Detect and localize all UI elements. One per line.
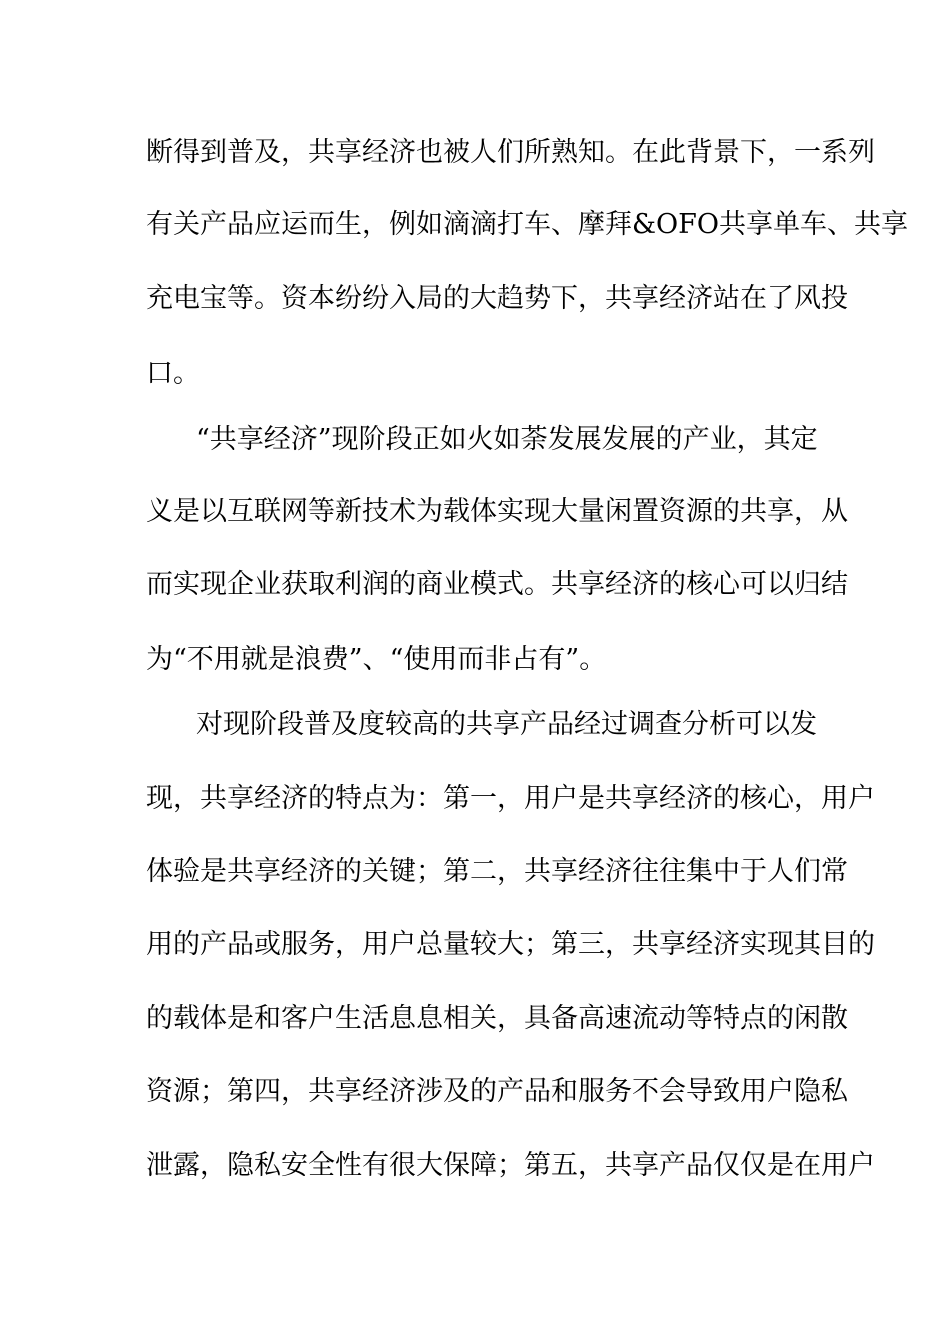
paragraph-1-line-1: 断得到普及，共享经济也被人们所熟知。在此背景下，一系列 bbox=[146, 137, 875, 168]
paragraph-2-line-4: 为“不用就是浪费”、“使用而非占有”。 bbox=[146, 644, 607, 675]
paragraph-1-line-3: 充电宝等。资本纷纷入局的大趋势下，共享经济站在了风投 bbox=[146, 283, 848, 314]
paragraph-3-line-1: 对现阶段普及度较高的共享产品经过调查分析可以发 bbox=[196, 709, 817, 740]
paragraph-2-line-2: 义是以互联网等新技术为载体实现大量闲置资源的共享，从 bbox=[146, 496, 848, 527]
paragraph-2-line-3: 而实现企业获取利润的商业模式。共享经济的核心可以归结 bbox=[146, 569, 848, 600]
paragraph-1-line-4: 口。 bbox=[146, 358, 200, 389]
paragraph-3-line-5: 的载体是和客户生活息息相关，具备高速流动等特点的闲散 bbox=[146, 1003, 848, 1034]
paragraph-3-line-6: 资源；第四，共享经济涉及的产品和服务不会导致用户隐私 bbox=[146, 1076, 848, 1107]
paragraph-3-line-3: 体验是共享经济的关键；第二，共享经济往往集中于人们常 bbox=[146, 856, 848, 887]
paragraph-2-line-1: “共享经济”现阶段正如火如荼发展发展的产业，其定 bbox=[196, 424, 818, 455]
paragraph-3-line-4: 用的产品或服务，用户总量较大；第三，共享经济实现其目的 bbox=[146, 929, 875, 960]
paragraph-3-line-2: 现，共享经济的特点为：第一，用户是共享经济的核心，用户 bbox=[146, 783, 875, 814]
paragraph-1-line-2: 有关产品应运而生，例如滴滴打车、摩拜&OFO共享单车、共享 bbox=[146, 209, 909, 240]
paragraph-3-line-7: 泄露，隐私安全性有很大保障；第五，共享产品仅仅是在用户 bbox=[146, 1150, 875, 1181]
